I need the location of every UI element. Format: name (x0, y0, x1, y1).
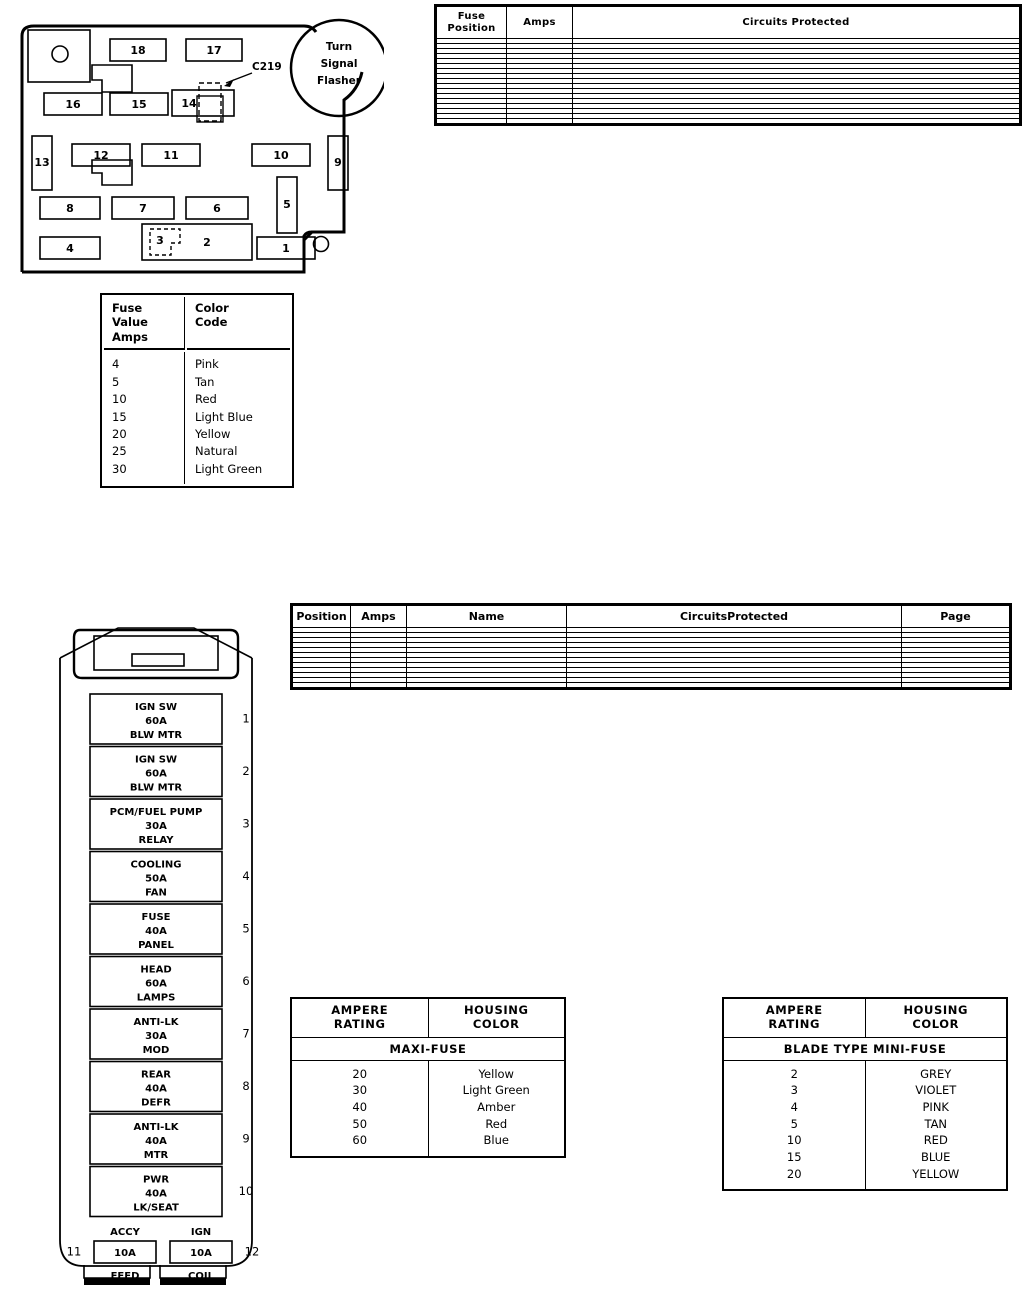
c219-leader-line (226, 73, 252, 83)
header-circuits-protected: CircuitsProtected (567, 606, 902, 628)
pdb-fuse-10-line1: PWR (142, 1174, 170, 1186)
cell-circuits (573, 119, 1020, 124)
pdb-fuse-9-line2: 40A (145, 1136, 167, 1147)
pdb-fuse-5-line3: PANEL (138, 940, 174, 951)
mini-fuse-table (722, 997, 1008, 1191)
table-row (293, 683, 1010, 688)
mini-ratings-list (726, 1066, 863, 1183)
pdb-fuse-7-line3: MOD (142, 1045, 170, 1056)
color-code-color-name: Light Blue (195, 409, 253, 424)
pdb-fuse-4-line3: FAN (145, 887, 167, 899)
mini-ampere-rating: 3 (790, 1083, 798, 1098)
mini-header-ampere-rating (724, 999, 865, 1037)
header-amps-text: Amps (523, 16, 556, 28)
pdb-fuse-number-4: 4 (242, 869, 250, 883)
mini-ampere-rating: 15 (786, 1149, 802, 1164)
header-name: Name (407, 606, 567, 628)
pdb-fuse-2-line1: IGN SW (134, 754, 178, 766)
pdb-small-fuse-12-top: IGN (190, 1227, 212, 1238)
color-code-amp-value: 30 (112, 461, 127, 476)
color-code-colors-column (187, 352, 290, 484)
mini-ampere-rating: 4 (790, 1099, 798, 1114)
pdb-fuse-8-line3: DEFR (141, 1097, 171, 1109)
fuse-slot-3-dashed[interactable] (150, 229, 180, 255)
maxi-colors-list (431, 1066, 563, 1149)
pdb-fuse-6-line2: 60A (145, 978, 167, 990)
color-code-amps-column (104, 352, 185, 484)
maxi-fuse-table (290, 997, 566, 1158)
pdb-fuse-7-line1: ANTI-LK (133, 1017, 179, 1028)
mini-housing-color: PINK (922, 1099, 949, 1114)
maxi-header-ampere-rating (292, 999, 428, 1037)
fuse-slot-6-label: 6 (213, 202, 221, 215)
fuse-slot-2-label: 2 (203, 236, 211, 249)
pdb-fuse-10-line2: 40A (145, 1188, 167, 1200)
pdb-fuse-number-6: 6 (242, 974, 250, 988)
pdb-fuse-9-line1: ANTI-LK (133, 1122, 179, 1133)
pdb-fuse-5-line2: 40A (145, 926, 167, 937)
pdb-fuse-number-5: 5 (242, 921, 250, 936)
maxi-ampere-rating: 30 (352, 1083, 368, 1098)
pdb-fuse-number-10: 10 (238, 1184, 254, 1198)
color-code-amp-value: 4 (112, 357, 120, 372)
maxi-housing-color: Light Green (462, 1083, 530, 1098)
table-row (437, 119, 1020, 124)
maxi-ratings-column (292, 1060, 428, 1156)
cell-amps (351, 683, 407, 688)
maxi-housing-color: Yellow (478, 1066, 514, 1081)
pdb-fuse-3-line1: PCM/FUEL PUMP (109, 807, 203, 818)
header-amps (507, 7, 573, 39)
header-circuits-text: Circuits Protected (742, 16, 850, 28)
mini-values-row (724, 1060, 1006, 1189)
fuse-slot-11-label: 11 (163, 149, 179, 162)
header-fuse-value-line3: Amps (112, 329, 148, 344)
pdb-fuse-9-line3: MTR (143, 1150, 169, 1161)
table-header-row (437, 7, 1020, 39)
pdb-lid-latch (132, 654, 184, 666)
color-code-amp-value: 20 (112, 427, 127, 441)
pdb-small-fuse-11-value: 10A (114, 1248, 136, 1259)
pdb-small-fuse-number-11: 11 (66, 1244, 82, 1259)
mini-housing-color: RED (923, 1133, 948, 1148)
pdb-fuse-2-line2: 60A (145, 768, 167, 780)
mini-housing-color: VIOLET (915, 1083, 957, 1098)
pdb-fuse-6-line3: LAMPS (136, 992, 176, 1004)
panel-mount-hole-top (52, 46, 68, 62)
pdb-fuse-2-line3: BLW MTR (129, 782, 183, 794)
mini-ampere-rating: 20 (786, 1166, 802, 1181)
color-code-amps-list (112, 356, 178, 478)
power-distribution-box-diagram (22, 610, 288, 1300)
pdb-fuse-8-line1: REAR (141, 1069, 171, 1081)
header-fuse-value-line1: Fuse (112, 301, 143, 315)
color-code-amp-value: 5 (112, 374, 120, 389)
maxi-header-housing: HOUSING (463, 1003, 529, 1017)
pdb-fuse-3-line3: RELAY (138, 835, 174, 846)
maxi-values-row (292, 1060, 564, 1156)
power-distribution-box-table (290, 603, 1012, 690)
mini-header-color: COLOR (912, 1016, 960, 1031)
cell-name (407, 683, 567, 688)
fuse-slot-4-label: 4 (66, 242, 74, 255)
mini-header-housing: HOUSING (903, 1003, 969, 1017)
header-color-code (187, 297, 290, 350)
fuse-slot-9-label: 9 (334, 156, 342, 169)
color-code-amp-value: 25 (112, 444, 127, 459)
maxi-housing-color: Red (485, 1116, 508, 1131)
maxi-colors-column (428, 1060, 564, 1156)
pdb-fuse-number-8: 8 (242, 1079, 250, 1093)
mini-colors-list (868, 1066, 1005, 1183)
fuse-slot-13-label: 13 (34, 156, 50, 169)
maxi-subheader-row (292, 1037, 564, 1060)
pdb-fuse-4-line1: COOLING (130, 859, 182, 871)
pdb-fuse-number-7: 7 (242, 1026, 250, 1041)
fuse-slot-3-label: 3 (156, 234, 164, 247)
mini-subheader: BLADE TYPE MINI-FUSE (724, 1037, 1006, 1060)
pdb-fuse-number-9: 9 (242, 1131, 250, 1146)
mini-ampere-rating: 5 (790, 1116, 798, 1131)
fuse-slot-18-label: 18 (130, 44, 146, 57)
fuse-slot-15-label: 15 (131, 98, 147, 111)
pdb-fuse-slots (90, 694, 253, 1217)
color-code-colors-list (195, 356, 284, 478)
flasher-label-line1: Turn (325, 41, 353, 53)
fuse-slot-14-label: 14 (181, 97, 197, 110)
mini-housing-color: GREY (920, 1066, 952, 1081)
header-color-line1: Color (195, 301, 229, 315)
fuse-slot-17-label: 17 (206, 44, 222, 57)
pdb-header-row (293, 606, 1010, 628)
pdb-small-fuse-12-value: 10A (190, 1248, 212, 1259)
pdb-small-fuse-number-12: 12 (244, 1244, 260, 1259)
pdb-small-fuse-12-bottom: COIL (188, 1271, 214, 1282)
maxi-header-ampere: AMPERE (331, 1003, 389, 1017)
color-code-color-name: Tan (195, 374, 215, 389)
fuse-slot-10-label: 10 (273, 149, 289, 162)
fuse-slot-1-label: 1 (282, 242, 290, 255)
c219-arrow-head (224, 79, 234, 87)
header-fuse-value-amps (104, 297, 185, 350)
mini-header-ampere: AMPERE (765, 1003, 823, 1017)
pdb-fuse-10-line3: LK/SEAT (133, 1202, 179, 1214)
pdb-lid-inner (94, 636, 218, 670)
header-color-line2: Code (195, 315, 228, 330)
fuse-slot-5-label: 5 (283, 198, 291, 211)
header-amps: Amps (351, 606, 407, 628)
mini-header-rating: RATING (768, 1016, 821, 1031)
pdb-small-fuse-11-top: ACCY (110, 1227, 140, 1238)
mini-header-housing-color (865, 999, 1006, 1037)
maxi-ampere-rating: 60 (352, 1133, 368, 1148)
header-position: Position (293, 606, 351, 628)
pdb-fuse-1-line1: IGN SW (134, 702, 178, 713)
color-code-color-name: Light Green (195, 461, 263, 476)
pdb-fuse-1-line3: BLW MTR (129, 730, 183, 741)
color-code-color-name: Natural (195, 444, 238, 459)
fuse-color-code-table (100, 293, 294, 488)
cell-position (293, 683, 351, 688)
fuse-panel-svg (14, 10, 384, 275)
flasher-label-line2: Signal (320, 58, 358, 70)
c219-label: C219 (252, 61, 282, 73)
header-circuits-protected (573, 7, 1020, 39)
maxi-ampere-rating: 20 (352, 1066, 368, 1081)
maxi-ampere-rating: 50 (352, 1116, 368, 1131)
color-code-amp-value: 10 (112, 392, 127, 407)
relay-cutout (28, 30, 90, 82)
mini-colors-column (865, 1060, 1006, 1189)
header-fuse-position-text: Fuse Position (447, 11, 496, 34)
maxi-ampere-rating: 40 (352, 1099, 368, 1114)
blank-slot-upper (92, 65, 132, 92)
fuse-slot-8-label: 8 (66, 202, 74, 215)
fuse-table-body (437, 39, 1020, 124)
pdb-table-body (293, 628, 1010, 688)
header-fuse-position (437, 7, 507, 39)
color-code-header-row (104, 297, 290, 350)
cell-amps (507, 119, 573, 124)
pdb-fuse-number-3: 3 (242, 816, 250, 831)
mini-header-row (724, 999, 1006, 1037)
pdb-fuse-3-line2: 30A (145, 821, 167, 832)
maxi-header-housing-color (428, 999, 564, 1037)
fuse-slot-12-label: 12 (93, 149, 109, 162)
maxi-housing-color: Amber (477, 1099, 516, 1114)
pdb-fuse-6-line1: HEAD (140, 964, 172, 976)
mini-ampere-rating: 10 (786, 1133, 802, 1148)
maxi-housing-color: Blue (483, 1133, 509, 1148)
c219-connector-body (197, 96, 223, 122)
cell-fuse-position (437, 119, 507, 124)
pdb-fuse-1-line2: 60A (145, 716, 167, 727)
pdb-svg (22, 610, 288, 1300)
color-code-body-row (104, 352, 290, 484)
maxi-header-color: COLOR (472, 1016, 520, 1031)
fuse-panel-diagram (14, 10, 384, 275)
color-code-color-name: Red (195, 392, 217, 407)
maxi-subheader: MAXI-FUSE (292, 1037, 564, 1060)
header-page: Page (902, 606, 1010, 628)
color-code-amp-value: 15 (112, 409, 127, 424)
pdb-fuse-7-line2: 30A (145, 1031, 167, 1042)
fuse-slot-7-label: 7 (139, 202, 147, 215)
maxi-header-row (292, 999, 564, 1037)
pdb-small-fuse-11-bottom: FEED (110, 1271, 140, 1282)
cell-circuits (567, 683, 902, 688)
mini-ampere-rating: 2 (790, 1066, 798, 1081)
color-code-color-name: Pink (195, 357, 219, 372)
blank-slot-lower (92, 160, 132, 185)
pdb-fuse-5-line1: FUSE (141, 912, 171, 923)
mini-housing-color: BLUE (921, 1149, 951, 1164)
mini-subheader-row (724, 1037, 1006, 1060)
maxi-ratings-list (294, 1066, 426, 1149)
pdb-fuse-number-1: 1 (242, 711, 250, 726)
maxi-header-rating: RATING (333, 1016, 386, 1031)
mini-housing-color: TAN (924, 1116, 948, 1131)
mini-housing-color: YELLOW (912, 1166, 960, 1181)
fuse-panel-table (434, 4, 1022, 126)
pdb-fuse-4-line2: 50A (145, 873, 167, 885)
cell-page (902, 683, 1010, 688)
fuse-slot-16-label: 16 (65, 98, 81, 111)
pdb-fuse-number-2: 2 (242, 764, 250, 778)
header-fuse-value-line2: Value (112, 315, 148, 330)
color-code-color-name: Yellow (195, 427, 231, 441)
mini-ratings-column (724, 1060, 865, 1189)
flasher-label-line3: Flasher (317, 75, 361, 87)
pdb-small-fuse-slots (67, 1227, 260, 1282)
pdb-fuse-8-line2: 40A (145, 1083, 167, 1095)
